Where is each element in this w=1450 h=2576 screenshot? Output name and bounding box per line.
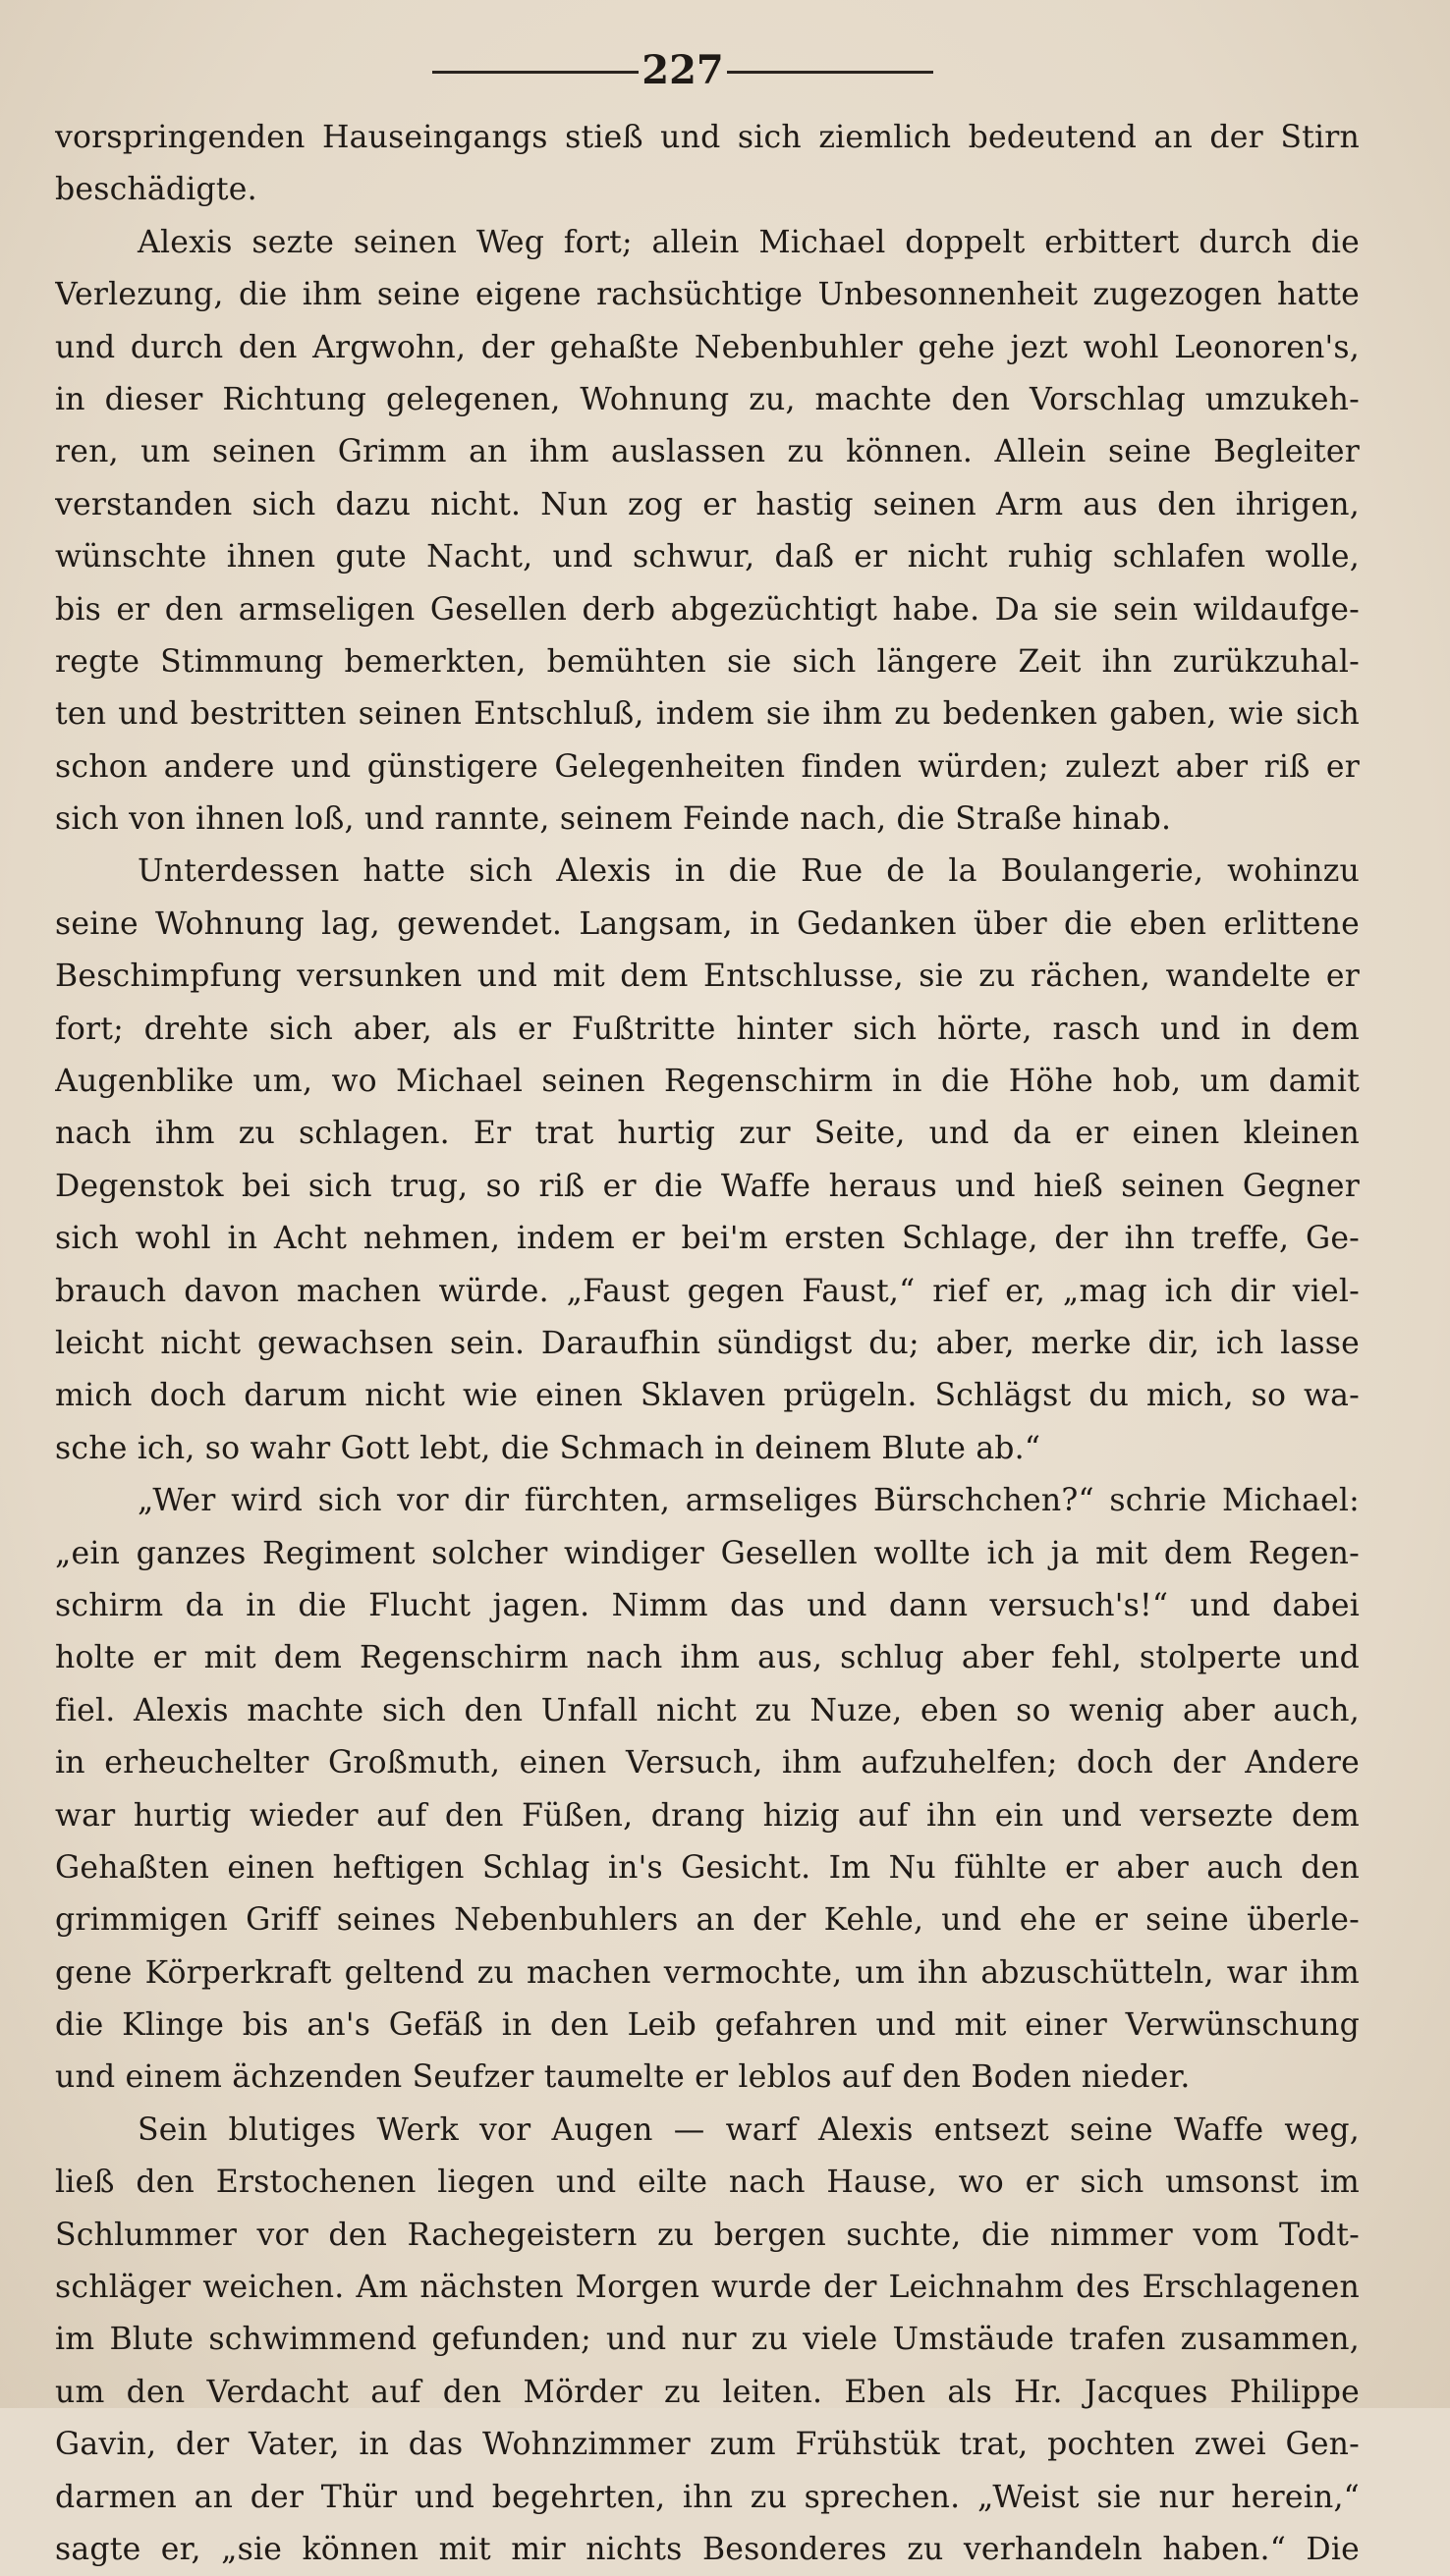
text-line: war hurtig wieder auf den Füßen, drang hizig auf ihn ein und versezte dem <box>55 1797 1360 1834</box>
text-line: schon andere und günstigere Gelegenheiten finden würden; zulezt aber riß er <box>55 748 1360 785</box>
text-line: Beschimpfung versunken und mit dem Entschlusse, sie zu rächen, wandelte er <box>55 959 1360 995</box>
paragraph <box>55 217 1360 847</box>
text-line: Augenblike um, wo Michael seinen Regenschirm in die Höhe hob, um damit <box>55 1064 1360 1100</box>
text-line: beschädigte. <box>55 172 257 208</box>
text-line: fiel. Alexis machte sich den Unfall nicht zu Nuze, eben so wenig aber auch, <box>55 1692 1360 1728</box>
text-line: schirm da in die Flucht jagen. Nimm das und dann versuch's!“ und dabei <box>55 1587 1360 1623</box>
text-line: verstanden sich dazu nicht. Nun zog er hastig seinen Arm aus den ihrigen, <box>55 486 1360 522</box>
text-line: Schlummer vor den Rachegeistern zu bergen suchte, die nimmer vom Todt- <box>55 2217 1360 2253</box>
paragraph <box>55 112 1360 217</box>
text-line: seine Wohnung lag, gewendet. Langsam, in Gedanken über die eben erlittene <box>55 905 1360 942</box>
paragraph <box>55 2105 1360 2576</box>
text-line: brauch davon machen würde. „Faust gegen Faust,“ rief er, „mag ich dir viel- <box>55 1273 1360 1309</box>
text-line: grimmigen Griff seines Nebenbuhlers an der Kehle, und ehe er seine überle- <box>55 1902 1360 1939</box>
text-line: Alexis sezte seinen Weg fort; allein Michael doppelt erbittert durch die <box>138 224 1360 260</box>
text-line: sich wohl in Acht nehmen, indem er bei'm ersten Schlage, der ihn treffe, Ge- <box>55 1221 1360 1257</box>
text-line: darmen an der Thür und begehrten, ihn zu sprechen. „Weist sie nur herein,“ <box>55 2479 1360 2515</box>
body-text <box>55 112 1360 2576</box>
text-line: mich doch darum nicht wie einen Sklaven prügeln. Schlägst du mich, so wa- <box>55 1378 1360 1414</box>
paragraph <box>55 846 1360 1475</box>
text-line: sche ich, so wahr Gott lebt, die Schmach in deinem Blute ab.“ <box>55 1430 1041 1466</box>
paragraph <box>55 1475 1360 2105</box>
text-line: ließ den Erstochenen liegen und eilte nach Hause, wo er sich umsonst im <box>55 2165 1360 2201</box>
text-line: sich von ihnen loß, und rannte, seinem Feinde nach, die Straße hinab. <box>55 801 1172 838</box>
text-line: sagte er, „sie können mit mir nichts Besonderes zu verhandeln haben.“ Die <box>55 2531 1360 2567</box>
text-line: leicht nicht gewachsen sein. Daraufhin sündigst du; aber, merke dir, ich lasse <box>55 1325 1360 1361</box>
text-line: bis er den armseligen Gesellen derb abgezüchtigt habe. Da sie sein wildaufge- <box>55 591 1360 628</box>
text-line: holte er mit dem Regenschirm nach ihm aus, schlug aber fehl, stolperte und <box>55 1640 1360 1676</box>
text-line: Verlezung, die ihm seine eigene rachsüchtige Unbesonnenheit zugezogen hatte <box>55 277 1360 313</box>
text-line: Unterdessen hatte sich Alexis in die Rue de la Boulangerie, wohinzu <box>138 853 1360 890</box>
text-line: die Klinge bis an's Gefäß in den Leib gefahren und mit einer Verwünschung <box>55 2007 1360 2044</box>
text-line: Degenstok bei sich trug, so riß er die Waffe heraus und hieß seinen Gegner <box>55 1168 1360 1204</box>
text-line: im Blute schwimmend gefunden; und nur zu viele Umstäude trafen zusammen, <box>55 2322 1360 2358</box>
text-line: gene Körperkraft geltend zu machen vermochte, um ihn abzuschütteln, war ihm <box>55 1954 1360 1991</box>
text-line: Gavin, der Vater, in das Wohnzimmer zum Frühstük trat, pochten zwei Gen- <box>55 2427 1360 2463</box>
text-line: in erheuchelter Großmuth, einen Versuch, ihm aufzuhelfen; doch der Andere <box>55 1745 1360 1781</box>
text-line: wünschte ihnen gute Nacht, und schwur, daß er nicht ruhig schlafen wolle, <box>55 539 1360 575</box>
header-rule-right <box>727 71 933 74</box>
text-line: Sein blutiges Werk vor Augen — warf Alexis entsezt seine Waffe weg, <box>138 2111 1360 2148</box>
text-line: ten und bestritten seinen Entschluß, indem sie ihm zu bedenken gaben, wie sich <box>55 696 1360 733</box>
text-line: schläger weichen. Am nächsten Morgen wurde der Leichnahm des Erschlagenen <box>55 2270 1360 2306</box>
page-header <box>0 43 1450 102</box>
text-line: vorspringenden Hauseingangs stieß und sich ziemlich bedeutend an der Stirn <box>55 120 1360 155</box>
text-line: Gehaßten einen heftigen Schlag in's Gesicht. Im Nu fühlte er aber auch den <box>55 1849 1360 1886</box>
text-line: „Wer wird sich vor dir fürchten, armseliges Bürschchen?“ schrie Michael: <box>138 1483 1360 1519</box>
text-line: und durch den Argwohn, der gehaßte Nebenbuhler gehe jezt wohl Leonoren's, <box>55 329 1360 365</box>
text-line: „ein ganzes Regiment solcher windiger Gesellen wollte ich ja mit dem Regen- <box>55 1535 1360 1571</box>
text-line: regte Stimmung bemerkten, bemühten sie sich längere Zeit ihn zurükzuhal- <box>55 643 1360 680</box>
text-line: ren, um seinen Grimm an ihm auslassen zu können. Allein seine Begleiter <box>55 434 1360 470</box>
text-line: fort; drehte sich aber, als er Fußtritte hinter sich hörte, rasch und in dem <box>55 1011 1360 1047</box>
header-rule-left <box>432 71 639 74</box>
page-number: 227 <box>641 47 724 93</box>
text-line: und einem ächzenden Seufzer taumelte er leblos auf den Boden nieder. <box>55 2059 1191 2096</box>
text-line: in dieser Richtung gelegenen, Wohnung zu, machte den Vorschlag umzukeh- <box>55 381 1360 417</box>
text-line: nach ihm zu schlagen. Er trat hurtig zur Seite, und da er einen kleinen <box>55 1116 1360 1152</box>
text-line: um den Verdacht auf den Mörder zu leiten. Eben als Hr. Jacques Philippe <box>55 2374 1360 2410</box>
